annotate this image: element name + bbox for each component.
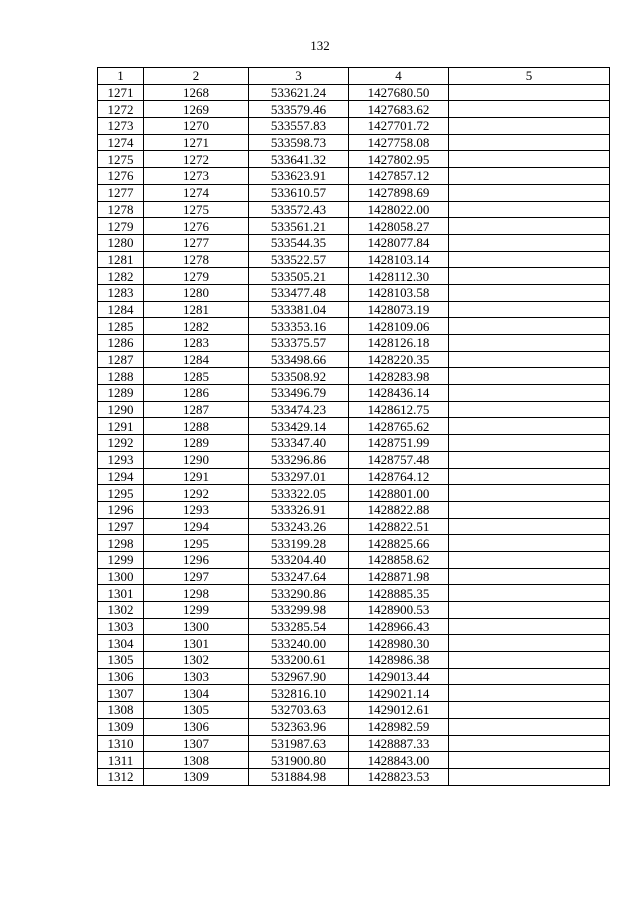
table-cell: 1277 (144, 234, 249, 251)
table-cell: 1427898.69 (349, 184, 449, 201)
table-cell: 1281 (98, 251, 144, 268)
table-cell (449, 585, 610, 602)
table-cell: 1286 (144, 385, 249, 402)
table-row (98, 251, 610, 268)
table-cell: 1428220.35 (349, 351, 449, 368)
table-cell: 1273 (144, 168, 249, 185)
table-cell: 1428751.99 (349, 435, 449, 452)
table-cell: 1301 (98, 585, 144, 602)
table-cell (449, 301, 610, 318)
table-cell: 1428765.62 (349, 418, 449, 435)
table-row (98, 301, 610, 318)
table-cell: 1309 (98, 718, 144, 735)
column-header: 1 (98, 68, 144, 85)
table-cell (449, 101, 610, 118)
table-cell (449, 251, 610, 268)
table-cell: 533579.46 (249, 101, 349, 118)
table-cell: 533200.61 (249, 652, 349, 669)
table-cell: 1428764.12 (349, 468, 449, 485)
table-cell: 1428822.51 (349, 518, 449, 535)
table-row (98, 335, 610, 352)
table-cell: 1428871.98 (349, 568, 449, 585)
table-cell (449, 351, 610, 368)
table-cell: 1428980.30 (349, 635, 449, 652)
table-cell: 1299 (144, 602, 249, 619)
table-cell: 1428109.06 (349, 318, 449, 335)
table-cell: 1427802.95 (349, 151, 449, 168)
table-row (98, 134, 610, 151)
table-cell: 1428126.18 (349, 335, 449, 352)
table-row (98, 752, 610, 769)
table-cell (449, 685, 610, 702)
table-cell: 1276 (144, 218, 249, 235)
table-cell: 1428885.35 (349, 585, 449, 602)
table-cell (449, 184, 610, 201)
table-cell: 1428966.43 (349, 618, 449, 635)
table-cell: 533623.91 (249, 168, 349, 185)
column-header: 2 (144, 68, 249, 85)
table-cell: 1428982.59 (349, 718, 449, 735)
table-cell (449, 535, 610, 552)
table-cell: 1303 (144, 668, 249, 685)
table-cell: 531884.98 (249, 768, 349, 785)
table-cell: 533296.86 (249, 451, 349, 468)
table-row (98, 585, 610, 602)
table-cell: 531900.80 (249, 752, 349, 769)
table-row (98, 501, 610, 518)
table-row (98, 685, 610, 702)
table-row (98, 418, 610, 435)
table-row (98, 184, 610, 201)
table-cell: 1297 (144, 568, 249, 585)
table-cell: 1274 (98, 134, 144, 151)
table-cell: 533610.57 (249, 184, 349, 201)
table-row (98, 702, 610, 719)
table-cell: 1283 (98, 284, 144, 301)
table-row (98, 351, 610, 368)
table-cell (449, 284, 610, 301)
table-row (98, 234, 610, 251)
table-cell: 533381.04 (249, 301, 349, 318)
table-cell: 532816.10 (249, 685, 349, 702)
table-cell: 533641.32 (249, 151, 349, 168)
table-cell (449, 201, 610, 218)
table-cell: 533297.01 (249, 468, 349, 485)
table-cell: 1428103.58 (349, 284, 449, 301)
table-cell: 533326.91 (249, 501, 349, 518)
table-cell: 1427701.72 (349, 118, 449, 135)
table-cell: 1306 (98, 668, 144, 685)
table-cell (449, 234, 610, 251)
table-cell: 533243.26 (249, 518, 349, 535)
table-row (98, 602, 610, 619)
table-cell: 1307 (98, 685, 144, 702)
table-cell (449, 735, 610, 752)
table-cell: 1270 (144, 118, 249, 135)
table-cell: 1428986.38 (349, 652, 449, 669)
table-cell (449, 218, 610, 235)
table-cell: 1428058.27 (349, 218, 449, 235)
table-cell: 533347.40 (249, 435, 349, 452)
table-cell: 1428887.33 (349, 735, 449, 752)
column-header: 3 (249, 68, 349, 85)
table-cell: 533561.21 (249, 218, 349, 235)
table-body (98, 84, 610, 785)
table-cell (449, 568, 610, 585)
table-cell: 533508.92 (249, 368, 349, 385)
table-cell: 1307 (144, 735, 249, 752)
table-cell: 1286 (98, 335, 144, 352)
table-cell (449, 335, 610, 352)
table-cell (449, 652, 610, 669)
table-cell: 533598.73 (249, 134, 349, 151)
table-cell (449, 485, 610, 502)
table-cell: 1428283.98 (349, 368, 449, 385)
table-cell (449, 518, 610, 535)
table-row (98, 201, 610, 218)
table-cell: 533621.24 (249, 84, 349, 101)
table-cell: 1311 (98, 752, 144, 769)
table-cell: 1300 (98, 568, 144, 585)
page-number: 132 (310, 38, 330, 53)
table-cell (449, 501, 610, 518)
table-cell (449, 134, 610, 151)
table-cell: 1268 (144, 84, 249, 101)
table-cell: 1279 (144, 268, 249, 285)
table-cell: 1299 (98, 551, 144, 568)
table-row (98, 485, 610, 502)
table-cell: 1302 (98, 602, 144, 619)
table-cell: 1428436.14 (349, 385, 449, 402)
table-cell (449, 551, 610, 568)
table-cell: 533322.05 (249, 485, 349, 502)
table-cell: 1306 (144, 718, 249, 735)
table-cell: 533544.35 (249, 234, 349, 251)
table-cell: 1288 (144, 418, 249, 435)
table-row (98, 318, 610, 335)
table-cell: 1305 (98, 652, 144, 669)
table-row (98, 284, 610, 301)
table-cell: 1309 (144, 768, 249, 785)
table-cell: 1301 (144, 635, 249, 652)
table-cell: 1285 (144, 368, 249, 385)
table-cell: 1298 (144, 585, 249, 602)
table-cell (449, 668, 610, 685)
table-cell: 1275 (144, 201, 249, 218)
table-cell: 533285.54 (249, 618, 349, 635)
table-cell: 533572.43 (249, 201, 349, 218)
table-cell: 1295 (98, 485, 144, 502)
table-cell (449, 451, 610, 468)
table-cell: 1428757.48 (349, 451, 449, 468)
table-cell: 1428801.00 (349, 485, 449, 502)
table-cell: 533199.28 (249, 535, 349, 552)
table-row (98, 652, 610, 669)
table-row (98, 218, 610, 235)
table-cell: 1428112.30 (349, 268, 449, 285)
table-cell (449, 118, 610, 135)
table-cell: 533299.98 (249, 602, 349, 619)
table-cell: 533240.00 (249, 635, 349, 652)
table-cell: 1271 (98, 84, 144, 101)
table-cell: 1303 (98, 618, 144, 635)
table-cell (449, 718, 610, 735)
table-cell: 1269 (144, 101, 249, 118)
table-cell (449, 468, 610, 485)
table-cell: 1428073.19 (349, 301, 449, 318)
table-cell: 1285 (98, 318, 144, 335)
table-cell (449, 418, 610, 435)
table-cell: 533353.16 (249, 318, 349, 335)
table-cell: 1280 (98, 234, 144, 251)
table-cell: 1428022.00 (349, 201, 449, 218)
table-row (98, 518, 610, 535)
table-cell: 1428822.88 (349, 501, 449, 518)
table-row (98, 401, 610, 418)
table-cell (449, 635, 610, 652)
table-cell: 1428843.00 (349, 752, 449, 769)
table-cell: 1297 (98, 518, 144, 535)
table-cell (449, 752, 610, 769)
table-cell: 1298 (98, 535, 144, 552)
table-row (98, 468, 610, 485)
table-cell: 533375.57 (249, 335, 349, 352)
table-cell: 1428103.14 (349, 251, 449, 268)
table-row (98, 451, 610, 468)
table-cell: 533429.14 (249, 418, 349, 435)
table-cell: 1282 (144, 318, 249, 335)
table-cell: 533474.23 (249, 401, 349, 418)
table-cell: 1429012.61 (349, 702, 449, 719)
table-cell: 531987.63 (249, 735, 349, 752)
table-cell: 1428825.66 (349, 535, 449, 552)
table-cell (449, 385, 610, 402)
table-cell: 1427680.50 (349, 84, 449, 101)
table-cell: 1308 (144, 752, 249, 769)
table-cell: 1294 (144, 518, 249, 535)
table-cell: 1304 (98, 635, 144, 652)
table-cell: 532967.90 (249, 668, 349, 685)
table-row (98, 435, 610, 452)
coordinates-table (97, 67, 610, 786)
table-cell: 1429021.14 (349, 685, 449, 702)
table-row (98, 101, 610, 118)
table-cell: 1295 (144, 535, 249, 552)
table-cell: 1278 (98, 201, 144, 218)
table-cell: 1290 (144, 451, 249, 468)
table-cell: 1308 (98, 702, 144, 719)
table-cell: 1292 (98, 435, 144, 452)
table-cell: 533505.21 (249, 268, 349, 285)
table-cell: 1291 (98, 418, 144, 435)
table-cell: 532703.63 (249, 702, 349, 719)
table-row (98, 568, 610, 585)
table-row (98, 551, 610, 568)
table-cell (449, 602, 610, 619)
table-cell: 1312 (98, 768, 144, 785)
table-cell: 533557.83 (249, 118, 349, 135)
table-cell: 1287 (144, 401, 249, 418)
table-cell: 1280 (144, 284, 249, 301)
table-cell: 1273 (98, 118, 144, 135)
table-cell: 1428612.75 (349, 401, 449, 418)
table-row (98, 368, 610, 385)
table-row (98, 535, 610, 552)
table-cell: 1304 (144, 685, 249, 702)
table-cell: 1272 (144, 151, 249, 168)
table-cell: 1289 (98, 385, 144, 402)
table-cell: 1289 (144, 435, 249, 452)
table-row (98, 668, 610, 685)
table-cell: 1278 (144, 251, 249, 268)
table-cell (449, 435, 610, 452)
table-cell: 1287 (98, 351, 144, 368)
table-cell: 1428823.53 (349, 768, 449, 785)
table-row (98, 118, 610, 135)
table-cell: 533522.57 (249, 251, 349, 268)
table-cell: 1271 (144, 134, 249, 151)
table-cell: 1428900.53 (349, 602, 449, 619)
table-cell (449, 168, 610, 185)
table-row (98, 168, 610, 185)
table-cell: 532363.96 (249, 718, 349, 735)
table-cell: 1291 (144, 468, 249, 485)
table-row (98, 618, 610, 635)
table-row (98, 718, 610, 735)
table-cell: 1302 (144, 652, 249, 669)
table-cell: 1310 (98, 735, 144, 752)
table-cell: 1300 (144, 618, 249, 635)
table-row (98, 151, 610, 168)
table-row (98, 768, 610, 785)
table-cell: 1283 (144, 335, 249, 352)
table-cell (449, 401, 610, 418)
table-cell: 533496.79 (249, 385, 349, 402)
table-row (98, 84, 610, 101)
table-row (98, 268, 610, 285)
table-cell (449, 702, 610, 719)
table-cell: 1288 (98, 368, 144, 385)
table-row (98, 735, 610, 752)
table-cell (449, 318, 610, 335)
table-cell: 533477.48 (249, 284, 349, 301)
table-cell (449, 768, 610, 785)
table-cell: 1292 (144, 485, 249, 502)
table-cell: 1275 (98, 151, 144, 168)
table-cell: 1428858.62 (349, 551, 449, 568)
table-cell: 1296 (144, 551, 249, 568)
table-cell: 1279 (98, 218, 144, 235)
table-cell: 533247.64 (249, 568, 349, 585)
table-cell: 1293 (98, 451, 144, 468)
table-cell: 1427683.62 (349, 101, 449, 118)
table-cell: 1293 (144, 501, 249, 518)
table-cell: 1305 (144, 702, 249, 719)
table-cell: 1281 (144, 301, 249, 318)
table-cell: 1272 (98, 101, 144, 118)
table-cell: 1296 (98, 501, 144, 518)
table-cell: 1427857.12 (349, 168, 449, 185)
column-header: 4 (349, 68, 449, 85)
table-cell: 533204.40 (249, 551, 349, 568)
table-cell: 1427758.08 (349, 134, 449, 151)
table-cell (449, 368, 610, 385)
table-cell: 533290.86 (249, 585, 349, 602)
table-cell: 1276 (98, 168, 144, 185)
table-cell: 1277 (98, 184, 144, 201)
table-cell (449, 268, 610, 285)
table-cell: 1428077.84 (349, 234, 449, 251)
table-row (98, 635, 610, 652)
table-cell: 533498.66 (249, 351, 349, 368)
table-cell: 1284 (98, 301, 144, 318)
table-cell (449, 618, 610, 635)
table-row (98, 385, 610, 402)
table-cell: 1290 (98, 401, 144, 418)
table-header-row (98, 68, 610, 85)
table-cell (449, 151, 610, 168)
table-cell: 1284 (144, 351, 249, 368)
table-cell: 1274 (144, 184, 249, 201)
table-cell: 1294 (98, 468, 144, 485)
table-cell: 1429013.44 (349, 668, 449, 685)
table-cell: 1282 (98, 268, 144, 285)
column-header: 5 (449, 68, 610, 85)
table-cell (449, 84, 610, 101)
